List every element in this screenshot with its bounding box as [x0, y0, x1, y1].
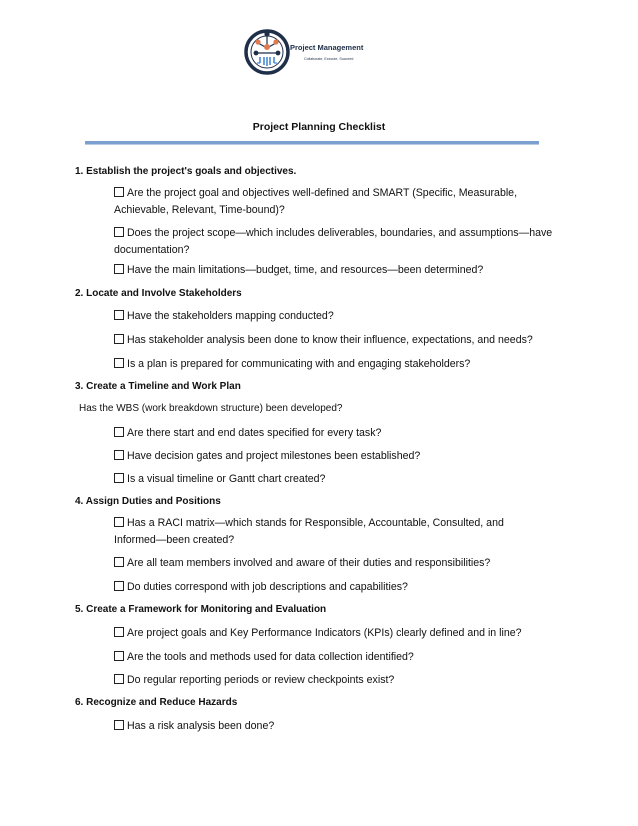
- checkbox-icon[interactable]: [114, 557, 124, 567]
- checklist-item[interactable]: [114, 515, 544, 549]
- checkbox-icon[interactable]: [114, 674, 124, 684]
- checklist-item-label: Do regular reporting periods or review checkpoints exist?: [127, 674, 395, 686]
- checklist-item[interactable]: [114, 555, 574, 572]
- checkbox-icon[interactable]: [114, 651, 124, 661]
- checkbox-icon[interactable]: [114, 264, 124, 274]
- checklist-item-label: Is a plan is prepared for communicating with and engaging stakeholders?: [127, 358, 471, 370]
- checklist-item[interactable]: [114, 471, 574, 488]
- checkbox-icon[interactable]: [114, 227, 124, 237]
- page-title: Project Planning Checklist: [252, 121, 386, 133]
- checklist-item-label: Are there start and end dates specified for every task?: [127, 427, 382, 439]
- section-heading: 3. Create a Timeline and Work Plan: [75, 381, 241, 392]
- logo: [244, 26, 384, 78]
- checklist-item-label: Are project goals and Key Performance Indicators (KPIs) clearly defined and in line?: [127, 627, 522, 639]
- title-divider: [85, 141, 539, 145]
- section-heading: 4. Assign Duties and Positions: [75, 496, 221, 507]
- checklist-item[interactable]: [114, 225, 574, 259]
- checklist-item-label: Have decision gates and project milestones been established?: [127, 450, 421, 462]
- checklist-item-label: Has a risk analysis been done?: [127, 720, 275, 732]
- checklist-item[interactable]: [114, 579, 574, 596]
- brand-tagline: Collaborate, Execute, Succeed: [304, 57, 354, 61]
- checkbox-icon[interactable]: [114, 187, 124, 197]
- section-heading: 6. Recognize and Reduce Hazards: [75, 697, 238, 708]
- checkbox-icon[interactable]: [114, 358, 124, 368]
- checkbox-icon[interactable]: [114, 310, 124, 320]
- checkbox-icon[interactable]: [114, 627, 124, 637]
- checkbox-icon[interactable]: [114, 473, 124, 483]
- network-emblem-icon: [244, 26, 290, 78]
- checklist-item[interactable]: [114, 649, 574, 666]
- checkbox-icon[interactable]: [114, 720, 124, 730]
- section-heading: 1. Establish the project's goals and objectives.: [75, 166, 297, 177]
- checklist-item-label: Has stakeholder analysis been done to know their influence, expectations, and needs?: [127, 334, 533, 346]
- checklist-item[interactable]: [114, 308, 574, 325]
- checklist-item[interactable]: [114, 672, 574, 689]
- checklist-item[interactable]: [114, 625, 584, 642]
- checklist-item[interactable]: [114, 332, 584, 349]
- checkbox-icon[interactable]: [114, 517, 124, 527]
- checklist-item[interactable]: [114, 262, 574, 279]
- checklist-item-label: Are all team members involved and aware of their duties and responsibilities?: [127, 557, 491, 569]
- checkbox-icon[interactable]: [114, 450, 124, 460]
- checklist-item[interactable]: [114, 425, 574, 442]
- checklist-item-label: Are the project goal and objectives well-defined and SMART (Specific, Measurable, Achievable, Relevant, Time-bound)?: [114, 187, 518, 216]
- checklist-item-label: Are the tools and methods used for data collection identified?: [127, 651, 414, 663]
- checklist-item-label: Have the stakeholders mapping conducted?: [127, 310, 334, 322]
- checklist-item[interactable]: [114, 185, 574, 219]
- wbs-question: Has the WBS (work breakdown structure) been developed?: [79, 403, 343, 414]
- checkbox-icon[interactable]: [114, 581, 124, 591]
- checklist-item[interactable]: [114, 718, 574, 735]
- checklist-item[interactable]: [114, 356, 574, 373]
- checklist-item-label: Is a visual timeline or Gantt chart created?: [127, 473, 326, 485]
- checklist-item-label: Has a RACI matrix—which stands for Responsible, Accountable, Consulted, and Informed—been created?: [114, 517, 504, 546]
- checkbox-icon[interactable]: [114, 334, 124, 344]
- brand-name: Project Management: [290, 43, 364, 52]
- section-heading: 2. Locate and Involve Stakeholders: [75, 288, 242, 299]
- checklist-item-label: Have the main limitations—budget, time, and resources—been determined?: [127, 264, 484, 276]
- checklist-item[interactable]: [114, 448, 574, 465]
- checklist-item-label: Does the project scope—which includes deliverables, boundaries, and assumptions—have documentation?: [114, 227, 553, 256]
- checklist-item-label: Do duties correspond with job descriptions and capabilities?: [127, 581, 408, 593]
- section-heading: 5. Create a Framework for Monitoring and Evaluation: [75, 604, 327, 615]
- checkbox-icon[interactable]: [114, 427, 124, 437]
